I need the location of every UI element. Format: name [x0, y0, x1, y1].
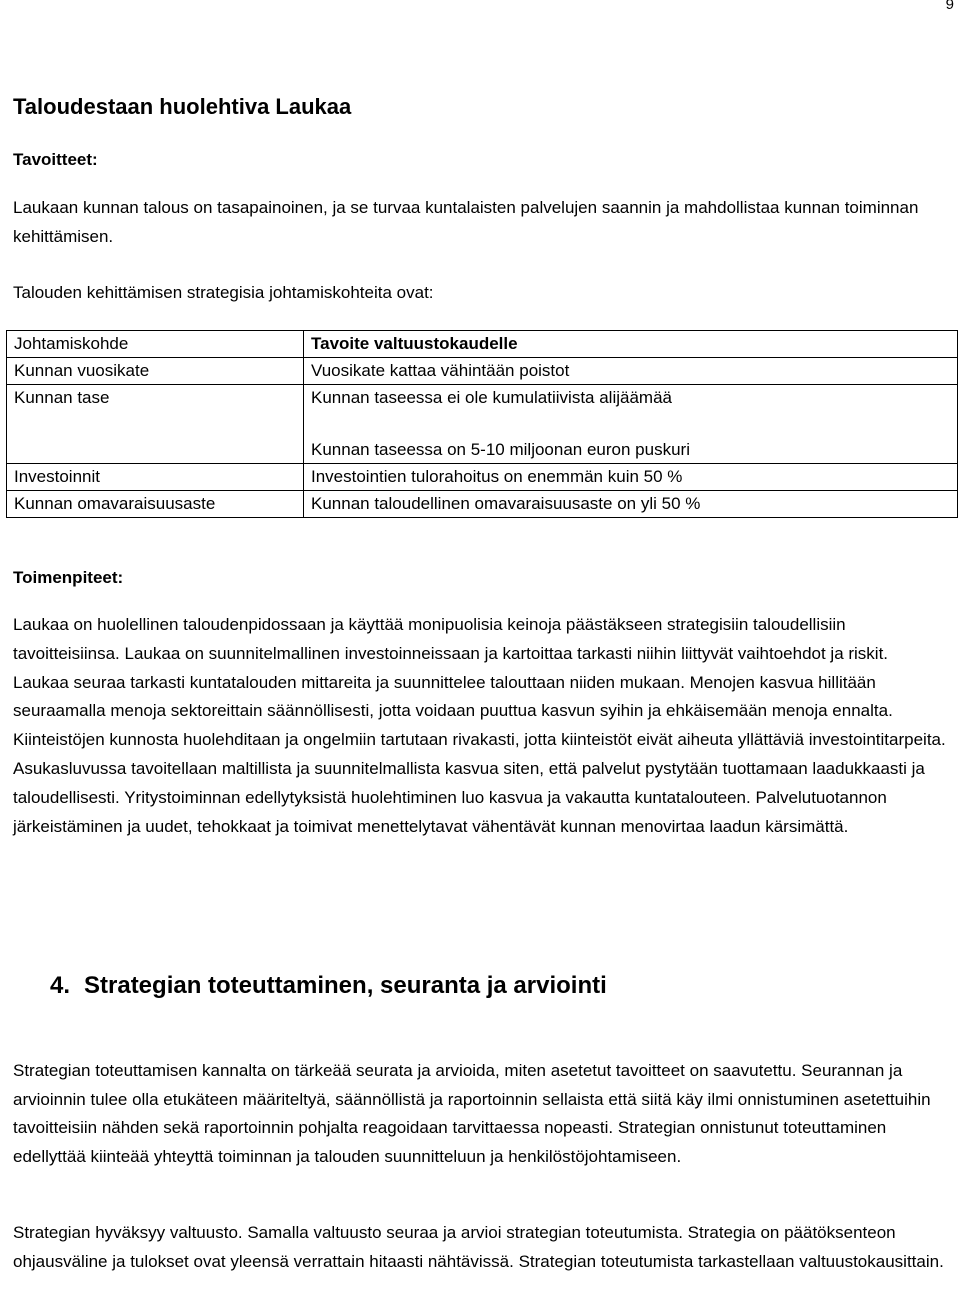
actions-heading: Toimenpiteet:: [13, 568, 124, 587]
page-number: 9: [945, 0, 954, 13]
goals-text: Laukaan kunnan talous on tasapainoinen, ja se turvaa kuntalaisten palvelujen saannin ja mahdollistaa kunnan toiminnan kehittämisen.: [13, 198, 919, 246]
table-row: [7, 491, 958, 518]
table-header-item: Johtamiskohde: [7, 331, 304, 358]
table-cell-item: Kunnan vuosikate: [7, 358, 304, 385]
table-cell-target-line: Kunnan taseessa on 5-10 miljoonan euron puskuri: [311, 440, 690, 459]
table-row: [7, 385, 958, 464]
table-row: [7, 464, 958, 491]
actions-text: Laukaa on huolellinen taloudenpidossaan ja käyttää monipuolisia keinoja päästäkseen strategisiin taloudellisiin tavoitteisiinsa. Laukaa on suunnitelmallinen investoinneissaan ja kartoittaa tarkasti niihin liittyvät vaihtoehdot ja riskit. Laukaa seuraa tarkasti kuntatalouden mittareita ja suunnittelee talouttaan niiden mukaan. Menojen kasvua hillitään seuraamalla menoja sektoreittain säännöllisesti, jotta voidaan puuttua kasvun syihin ja ehkäisemään menoja ennalta. Kiinteistöjen kunnosta huolehditaan ja ongelmiin tartutaan rivakasti, jotta kiinteistöt eivät aiheuta yllättäviä investointitarpeita. Asukasluvussa tavoitellaan maltillista ja suunnitelmallista kasvua siten, että palvelut pystytään tuottamaan laadukkaasti ja taloudellisesti. Yritystoiminnan edellytyksistä huolehtiminen luo kasvua ja vakautta kuntatalouteen. Palvelutuotannon järkeistäminen ja uudet, tehokkaat ja toimivat menettelytavat vähentävät kunnan menovirtaa laadun kärsimättä.: [13, 615, 946, 836]
table-header-target: Tavoite valtuustokaudelle: [304, 331, 958, 358]
table-header-row: [7, 331, 958, 358]
table-cell-item: Kunnan omavaraisuusaste: [7, 491, 304, 518]
section-paragraph-1: Strategian toteuttamisen kannalta on tärkeää seurata ja arvioida, miten asetetut tavoitteet on saavutettu. Seurannan ja arvioinnin tulee olla etukäteen määriteltyä, säännöllistä ja raportoinnin sellaista että siitä käy ilmi onnistuminen asetettuihin tavoitteisiin nähden sekä raportoinnin pohjalta reagoidaan tarvittaessa nopeasti. Strategian onnistunut toteuttaminen edellyttää kiinteää yhteyttä toiminnan ja talouden suunnitteluun ja henkilöstöjohtamiseen.: [13, 1061, 931, 1166]
table-cell-item: Investoinnit: [7, 464, 304, 491]
table-cell-item: Kunnan tase: [7, 385, 304, 464]
table-cell-target: Investointien tulorahoitus on enemmän kuin 50 %: [304, 464, 958, 491]
goals-table: [6, 330, 958, 518]
section-title: Strategian toteuttaminen, seuranta ja arviointi: [84, 972, 607, 999]
table-cell-target: Vuosikate kattaa vähintään poistot: [304, 358, 958, 385]
section-heading: [50, 972, 607, 1000]
goals-heading: Tavoitteet:: [13, 150, 98, 169]
table-cell-target: Kunnan taloudellinen omavaraisuusaste on yli 50 %: [304, 491, 958, 518]
section-number: 4.: [50, 972, 71, 999]
table-cell-target: [304, 385, 958, 464]
page-title: Taloudestaan huolehtiva Laukaa: [13, 94, 352, 119]
section-paragraph-2: Strategian hyväksyy valtuusto. Samalla valtuusto seuraa ja arvioi strategian toteutumista. Strategia on päätöksenteon ohjausväline ja tulokset ovat yleensä verrattain hitaasti nähtävissä. Strategian toteutumista tarkastellaan valtuustokausittain.: [13, 1223, 944, 1271]
table-cell-target-line: Kunnan taseessa ei ole kumulatiivista alijäämää: [311, 388, 672, 407]
table-cell-spacer: [311, 411, 957, 437]
table-row: [7, 358, 958, 385]
strategy-intro: Talouden kehittämisen strategisia johtamiskohteita ovat:: [13, 283, 434, 302]
